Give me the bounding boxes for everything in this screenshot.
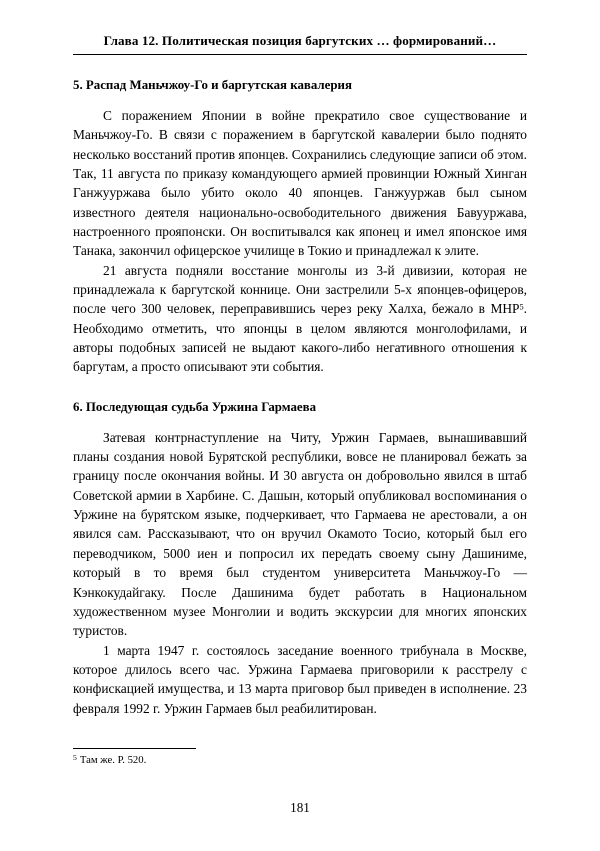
page-number: 181 (290, 800, 310, 815)
footnote-marker: 5 (73, 752, 77, 762)
footnote-block (73, 748, 527, 767)
section-heading-5: 5. Распад Маньчжоу-Го и баргутская кавалерия (73, 77, 352, 92)
footnote-text: Там же. Р. 520. (79, 754, 147, 766)
paragraph: Затевая контрнаступление на Читу, Уржин Гармаев, вынашивавший планы создания новой Бурятской республики, вовсе не планировал бежать за границу после окончания войны. И 30 августа он добровольно явился в штаб Советской армии в Харбине. С. Дашын, который опубликовал воспоминания о Уржине на бурятском языке, подчеркивает, что Гармаева не арестовали, а он явился сам. Рассказывают, что он вручил Окамото Тосио, который был его переводчиком, 5000 иен и попросил их передать своему сыну Дашиниме, который в то время был студентом университета Маньчжоу-Го — Кэнкокудайгаку. После Дашинима будет работать в Национальном художественном музее Монголии и водить экскурсии для многих японских туристов. (73, 429, 527, 639)
paragraph: 1 марта 1947 г. состоялось заседание военного трибунала в Москве, которое длилось всего час. Уржина Гармаева приговорили к расстрелу с конфискацией имущества, и 13 марта приговор был приведен в исполнение. 23 февраля 1992 г. Уржин Гармаев был реабилитирован. (73, 642, 527, 716)
footnote-separator-rule (73, 748, 196, 749)
running-head: Глава 12. Политическая позиция баргутских … формирований… (103, 33, 497, 48)
section-heading-6: 6. Последующая судьба Уржина Гармаева (73, 399, 317, 414)
running-head-rule (73, 54, 527, 55)
paragraph: С поражением Японии в войне прекратило свое существование и Маньчжоу-Го. В связи с поражением в баргутской кавалерии было поднято несколько восстаний против японцев. Сохранились следующие записи об этом. Так, 11 августа по приказу командующего армией провинции Южный Хинган Ганжууржава было убито около 40 японцев. Ганжууржав был сыном известного деятеля национально-освободительного движения Бавууржава, настроенного прояпонски. Он воспитывался как японец и имел японское имя Танака, закончил офицерское училище в Токио и принадлежал к элите. (73, 107, 527, 259)
footnote-entry (73, 753, 527, 767)
paragraph: 21 августа подняли восстание монголы из 3-й дивизии, которая не принадлежала к баргутской коннице. Они застрелили 5-х японцев-офицеров, после чего 300 человек, переправившись через реку Халха, бежало в МНР$^5$. Необходимо отметить, что японцы в целом являются монголофилами, и авторы подобных записей не выдают какого-либо негативного отношения к баргутам, а просто описывают эти события. (73, 262, 527, 375)
page-content (73, 0, 527, 718)
